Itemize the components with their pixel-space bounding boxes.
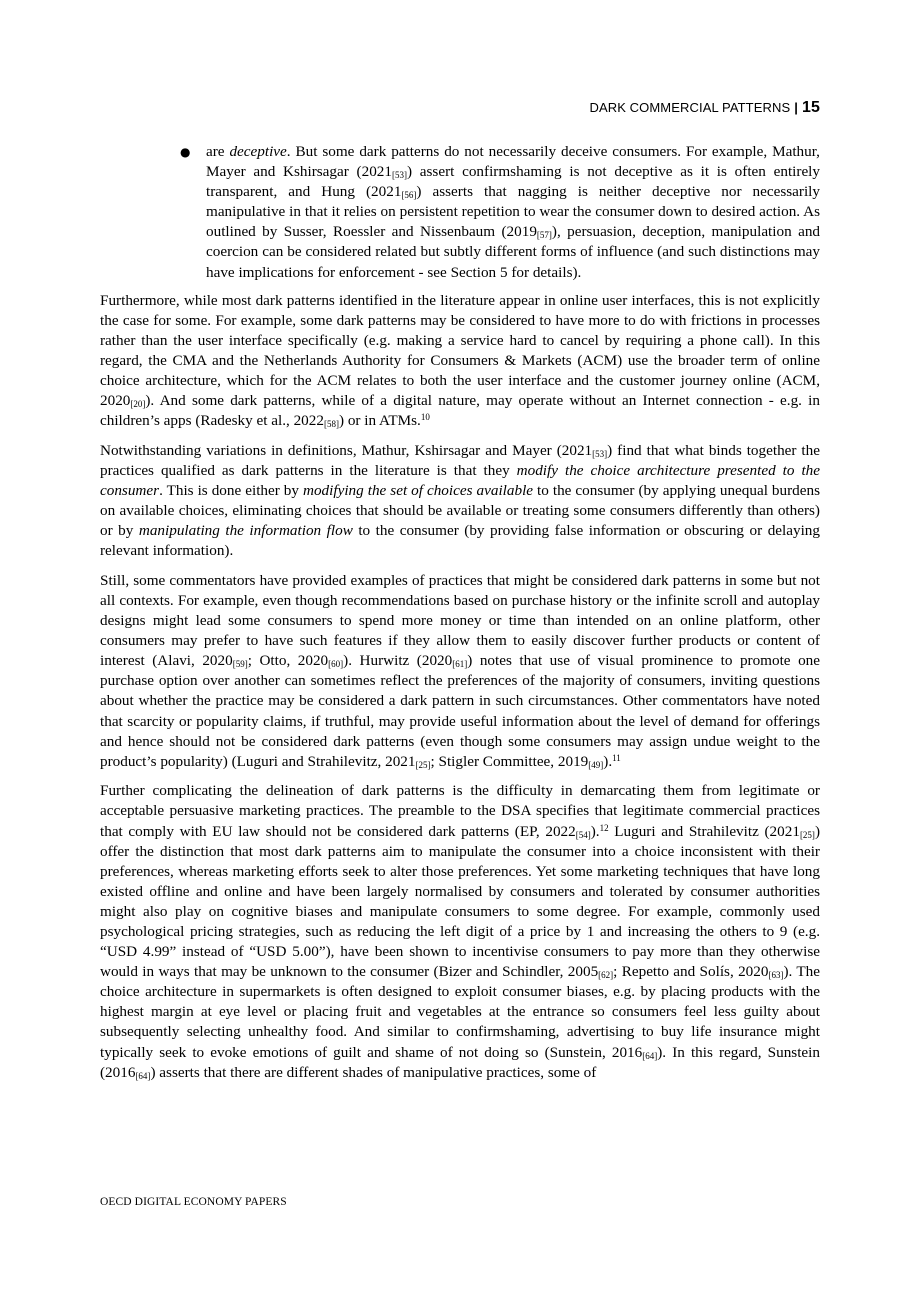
- emphasis: manipulating the information flow: [138, 522, 353, 540]
- running-footer: OECD DIGITAL ECONOMY PAPERS: [100, 1196, 287, 1208]
- citation-ref: [58]: [323, 419, 339, 430]
- page-number: 15: [802, 99, 820, 116]
- citation-ref: [62]: [598, 970, 614, 981]
- header-title: DARK COMMERCIAL PATTERNS: [589, 100, 791, 115]
- paragraph-definitions: Notwithstanding variations in definitions, Mathur, Kshirsagar and Mayer $(2021_{[53]})$ find that what binds together the practices qualified as dark patterns in the literature is that they modify the choice architecture presented to the consumer. This is done either by modifying the set of choices available to the consumer (by applying unequal burdens on available choices, eliminating choices that should be available or treating some consumers differently than others) or by manipulating the information flow to the consumer (by providing false information or obscuring or delaying relevant information).: [100, 441, 821, 560]
- header-separator: |: [794, 100, 798, 115]
- paragraph-user-interfaces: Furthermore, while most dark patterns identified in the literature appear in online user interfaces, this is not explicitly the case for some. For example, some dark patterns may be considered to have more to do with frictions in processes rather than the user interface specifically (e.g. making a service hard to cancel by requiring a phone call). In this regard, the CMA and the Netherlands Authority for Consumers & Markets (ACM) use the broader term of online choice architecture, which for the ACM relates to both the user interface and the customer journey online (ACM, $2020_{[20]}$). And some dark patterns, while of a digital nature, may operate without an Internet connection - e.g. in children’s apps (Radesky et al., $2022_{[58]}$) or in ATMs.$^{10}$: [100, 291, 820, 430]
- footnote-marker[interactable]: 10: [420, 412, 430, 423]
- footnote-marker[interactable]: 12: [599, 822, 609, 833]
- bullet-list: [100, 142, 820, 283]
- bullet-dot-icon: ●: [180, 145, 191, 159]
- emphasis: modifying the set of choices available: [303, 482, 534, 499]
- citation-ref: [57]: [536, 230, 552, 241]
- emphasis: deceptive: [229, 143, 287, 160]
- citation-ref: [20]: [130, 399, 146, 410]
- bullet-item-deceptive: ● are deceptive. But some dark patterns do not necessarily deceive consumers. For example, Mathur, Mayer and Kshirsagar $(2021_{[53]})$ assert confirmshaming is not deceptive as it is often entirely transparent, and Hung $(2021_{[56]})$ asserts that nagging is neither deceptive nor necessarily manipulative in that it relies on persistent repetition to wear the consumer down to desired action. As outlined by Susser, Roessler and Nissenbaum $(2019_{[57]})$, persuasion, deception, manipulation and coercion can be considered related but subtly different forms of influence (and such distinctions may have implications for enforcement - see Section 5 for details).: [180, 143, 821, 281]
- running-header: [589, 99, 820, 117]
- body-text: [100, 142, 820, 1092]
- citation-ref: [63]: [768, 970, 784, 981]
- citation-ref: [25]: [415, 759, 431, 770]
- footnote-marker[interactable]: 11: [612, 752, 621, 763]
- paragraph-contexts: Still, some commentators have provided examples of practices that might be considered dark patterns in some but not all contexts. For example, even though recommendations based on purchase history or the infinite scroll and autoplay designs might lead some consumers to spend more money or time than intended on an online platform, other consumers may prefer to have such features if they allow them to easily discover further products or content of interest (Alavi, $2020_{[59]}$; Otto, $2020_{[60]}$). Hurwitz $(2020_{[61]})$ notes that use of visual prominence to promote one purchase option over another can sometimes reflect the preferences of the majority of consumers, inviting questions about whether the practice may be considered a dark pattern in such circumstances. Other commentators have noted that scarcity or popularity claims, if truthful, may provide useful information about the level of demand for offerings and hence should not be considered dark patterns (even though some consumers may assign undue weight to the product’s popularity) (Luguri and Strahilevitz, $2021_{[25]}$; Stigler Committee, $2019_{[49]}).^{11}$: [100, 571, 820, 770]
- citation-ref: [64]: [135, 1070, 151, 1081]
- citation-ref: [49]: [588, 759, 604, 770]
- citation-ref: [64]: [642, 1050, 658, 1061]
- citation-ref: [53]: [391, 170, 407, 181]
- citation-ref: [60]: [328, 659, 344, 670]
- emphasis: modify the choice architecture presented to the consumer: [100, 461, 820, 499]
- citation-ref: [56]: [401, 190, 417, 201]
- citation-ref: [54]: [575, 829, 591, 840]
- citation-ref: [61]: [452, 659, 468, 670]
- citation-ref: [59]: [232, 659, 248, 670]
- paragraph-marketing-practices: Further complicating the delineation of dark patterns is the difficulty in demarcating them from legitimate or acceptable persuasive marketing practices. The preamble to the DSA specifies that legitimate commercial practices that comply with EU law should not be considered dark patterns (EP, $2022_{[54]}).^{12}$ Luguri and Strahilevitz $(2021_{[25]})$ offer the distinction that most dark patterns aim to manipulate the consumer into a choice inconsistent with their preferences, whereas marketing efforts seek to alter those preferences. Yet some marketing techniques that have long existed offline and online and have been largely normalised by consumers and tolerated by consumer authorities might also play on cognitive biases and manipulate consumers to some degree. For example, commonly used psychological pricing strategies, such as reducing the left digit of a price by 1 and increasing the others to 9 (e.g. “USD 4.99” instead of “USD 5.00”), have been shown to incentivise consumers to pay more than they otherwise would in ways that may be unknown to the consumer (Bizer and Schindler, $2005_{[62]}$; Repetto and Solís, $2020_{[63]}$). The choice architecture in supermarkets is often designed to exploit consumer biases, e.g. by placing products with the highest margin at eye level or placing fruit and vegetables at the entrance so consumers feel less guilty about subsequently selecting unhealthy food. And similar to confirmshaming, advertising to buy life insurance might typically seek to evoke emotions of guilt and shame of not doing so (Sunstein, $2016_{[64]}$). In this regard, Sunstein $(2016_{[64]})$ asserts that there are different shades of manipulative practices, some of: [100, 782, 820, 1081]
- citation-ref: [25]: [799, 829, 815, 840]
- citation-ref: [53]: [592, 448, 608, 459]
